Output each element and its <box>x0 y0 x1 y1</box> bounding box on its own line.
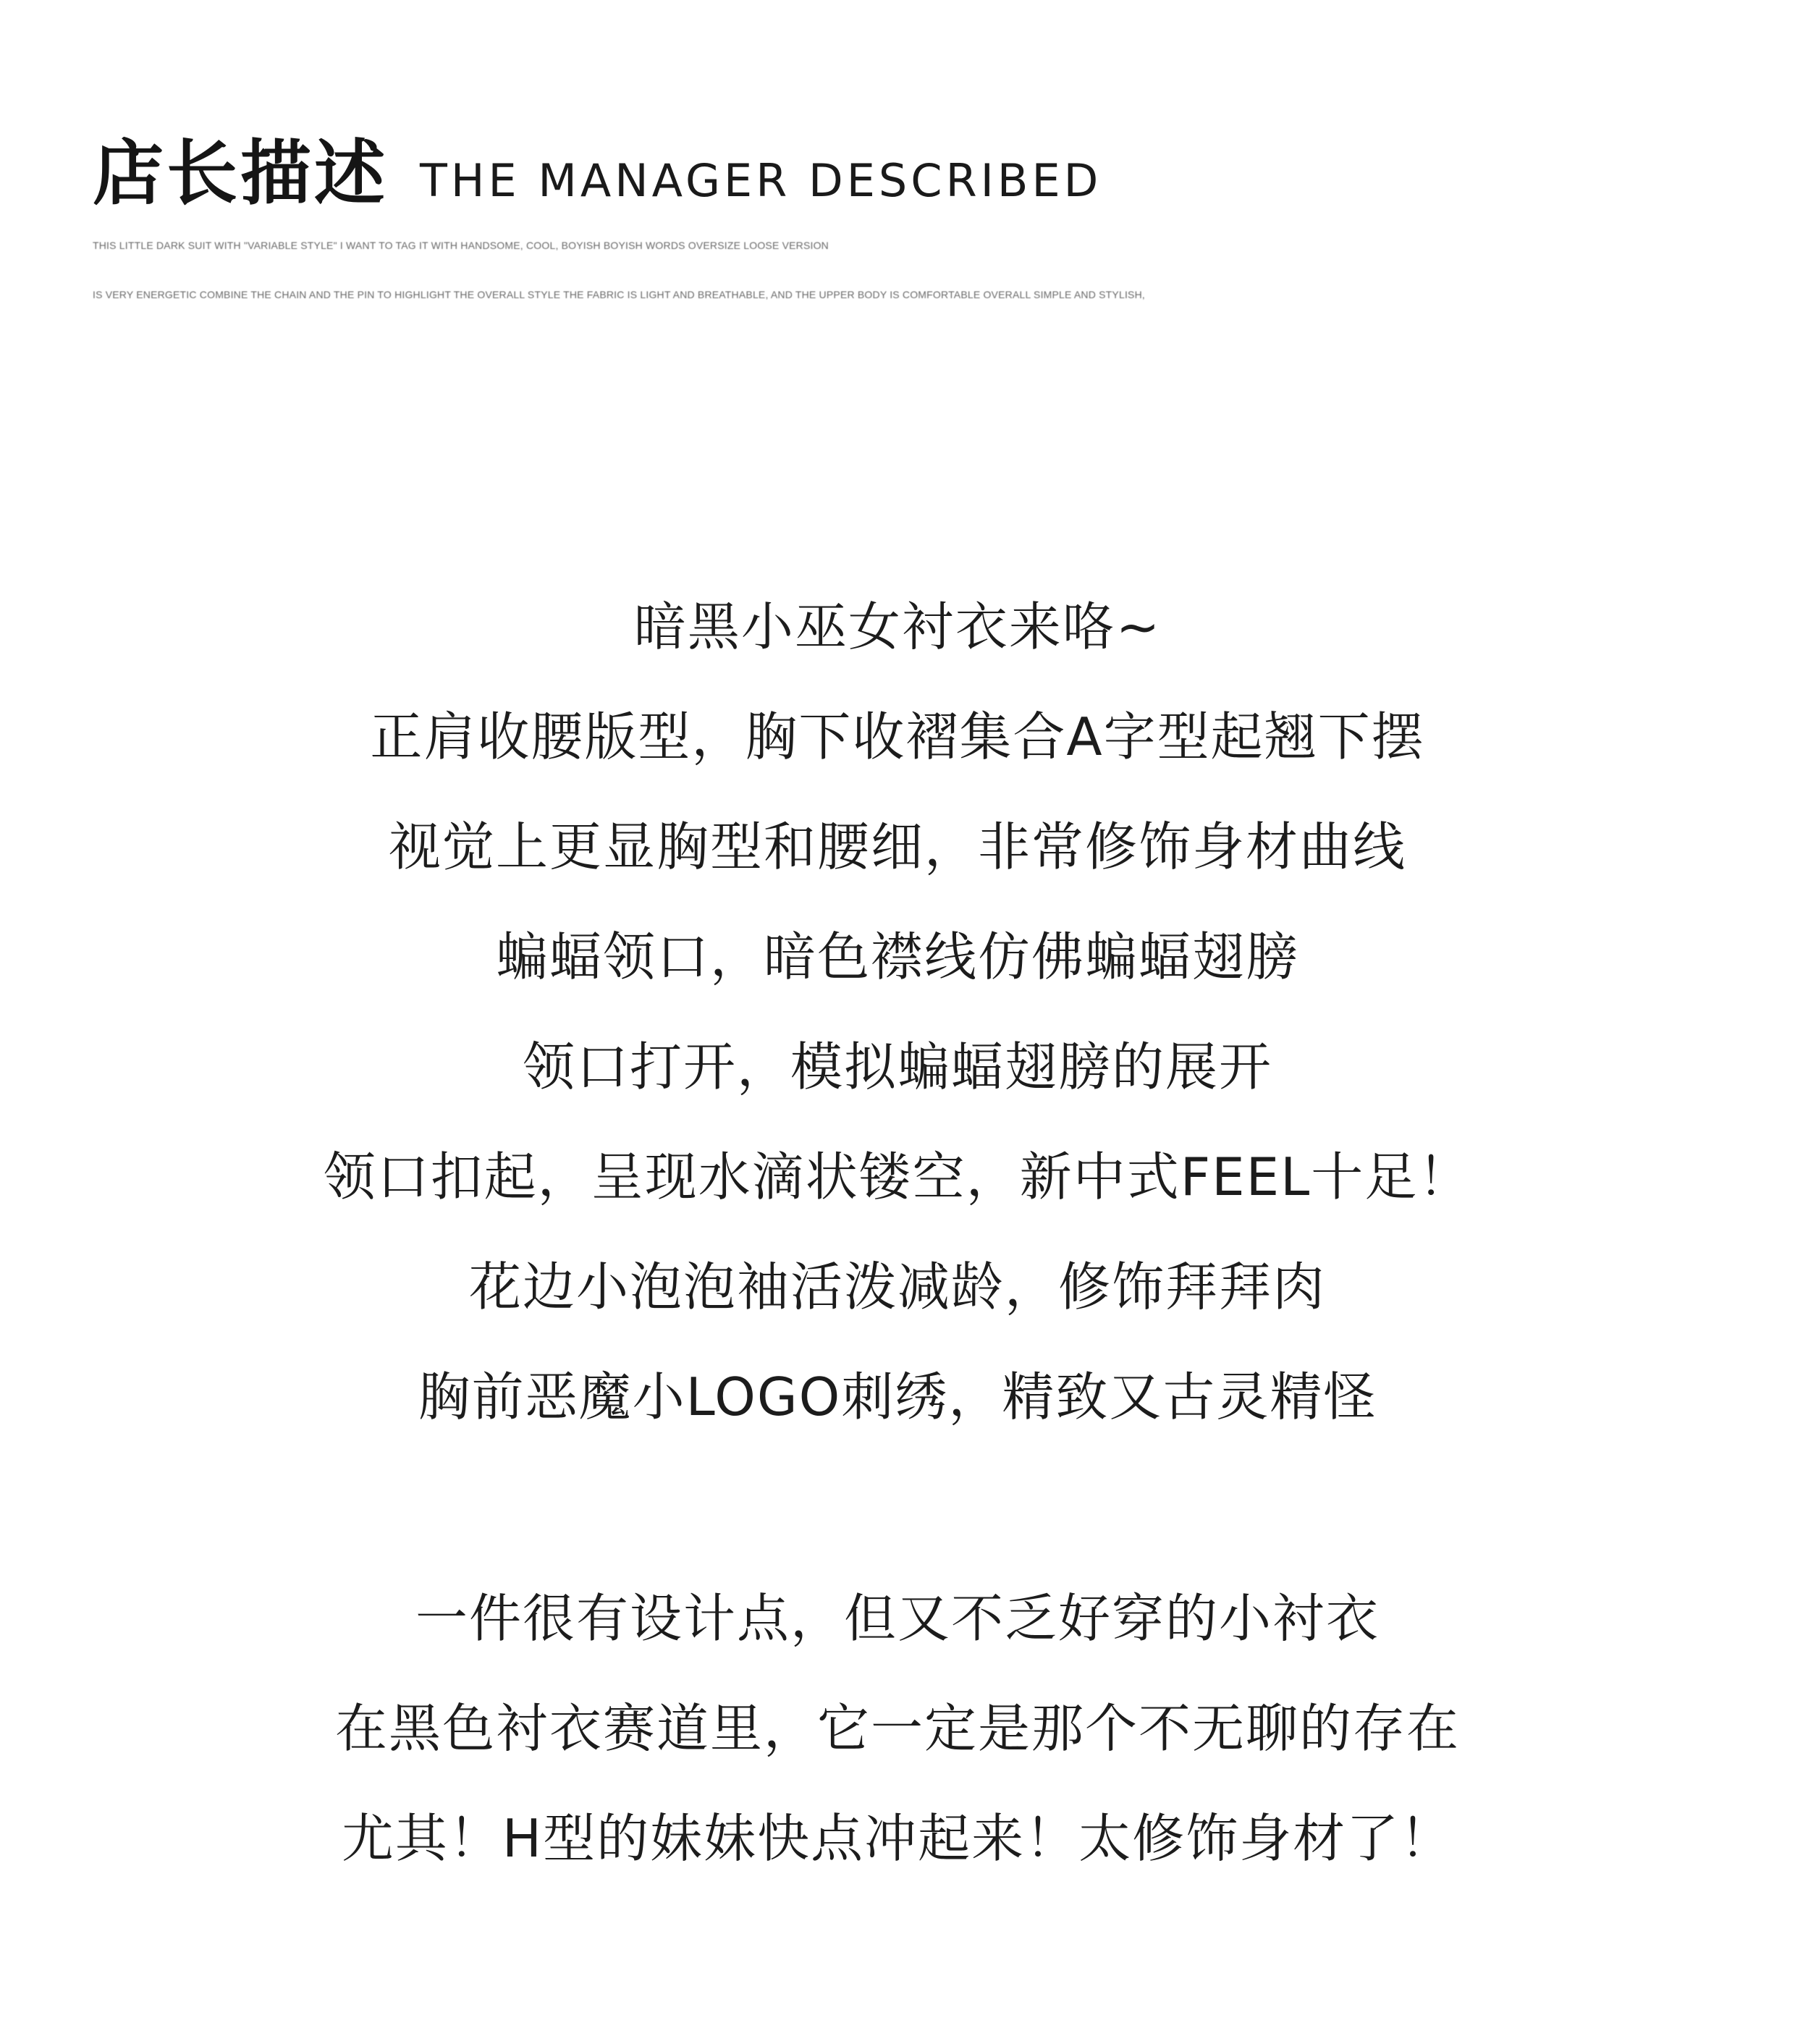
subtitle-line-1: THIS LITTLE DARK SUIT WITH "VARIABLE STYLE" I WANT TO TAG IT WITH HANDSOME, COOL, BOYISH BOYISH WORDS OVERSIZE LOOSE VERSION <box>93 240 829 251</box>
description-line: 在黑色衬衣赛道里，它一定是那个不无聊的存在 <box>334 1698 1460 1759</box>
description-line: 蝙蝠领口，暗色襟线仿佛蝙蝠翅膀 <box>495 926 1299 987</box>
description-block-2 <box>0 1563 1795 1893</box>
description-line: 领口打开，模拟蝙蝠翅膀的展开 <box>522 1036 1272 1097</box>
title-row <box>93 127 1685 214</box>
subtitle-line-2: IS VERY ENERGETIC COMBINE THE CHAIN AND THE PIN TO HIGHLIGHT THE OVERALL STYLE THE FABRIC IS LIGHT AND BREATHABLE, AND THE UPPER BODY IS COMFORTABLE OVERALL SIMPLE AND STYLISH, <box>93 289 1145 300</box>
description-line: 领口扣起，呈现水滴状镂空，新中式FEEL十足！ <box>323 1146 1472 1207</box>
description-line: 花边小泡泡袖活泼减龄，修饰拜拜肉 <box>468 1257 1326 1317</box>
description-line: 暗黑小巫女衬衣来咯~ <box>633 596 1162 657</box>
description-line: 尤其！H型的妹妹快点冲起来！太修饰身材了！ <box>341 1808 1454 1869</box>
description-line: 胸前恶魔小LOGO刺绣，精致又古灵精怪 <box>418 1367 1377 1427</box>
section-title-cn: 店长描述 <box>93 132 389 215</box>
description-line: 一件很有设计点，但又不乏好穿的小衬衣 <box>415 1588 1380 1649</box>
description-line: 视觉上更显胸型和腰细，非常修饰身材曲线 <box>388 816 1406 877</box>
description-block-1 <box>0 572 1795 1452</box>
section-header <box>93 127 1685 300</box>
section-title-en: THE MANAGER DESCRIBED <box>420 154 1102 207</box>
description-line: 正肩收腰版型，胸下收褶集合A字型起翘下摆 <box>370 706 1425 767</box>
